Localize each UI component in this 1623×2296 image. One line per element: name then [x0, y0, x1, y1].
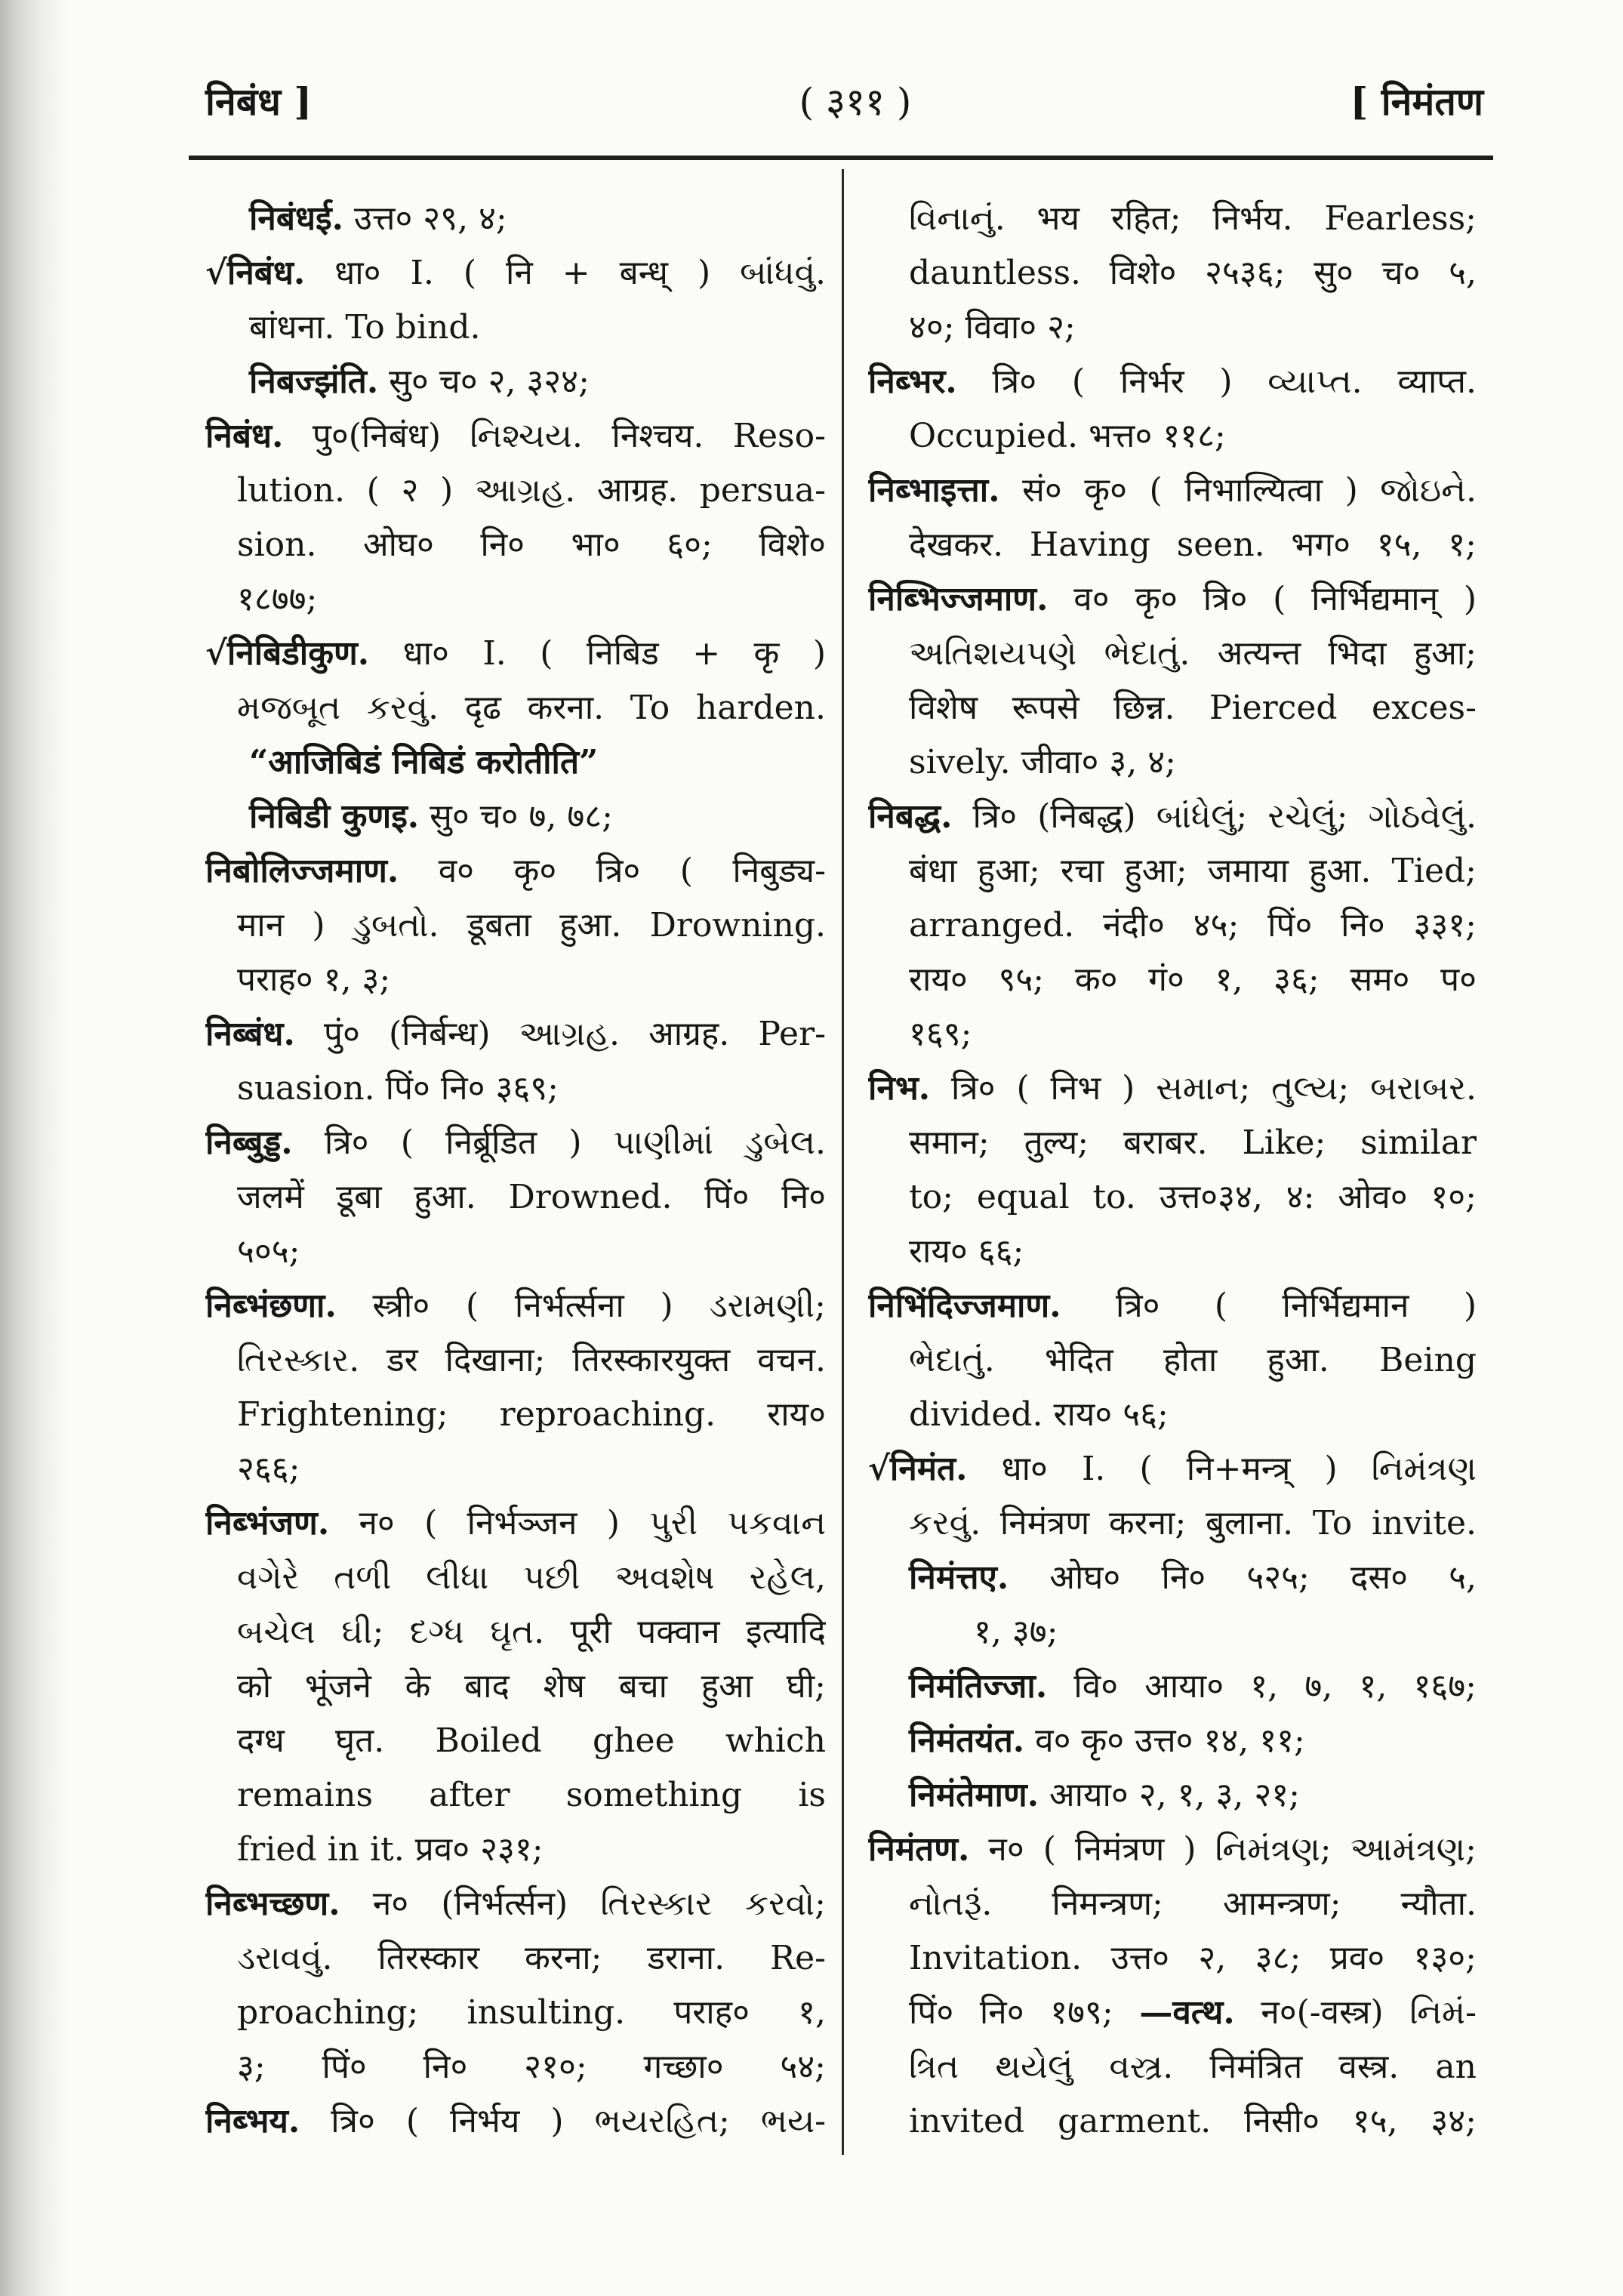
entry-text: विशेष रूपसे छिन्न. Pierced exces-: [909, 689, 1477, 727]
entry-line: [868, 735, 1477, 790]
right-column: [868, 192, 1477, 2149]
entry-line: [868, 2040, 1477, 2094]
entry-text: suasion. पिं० नि० ३६९;: [237, 1069, 559, 1108]
entry-line: [868, 681, 1477, 735]
entry-text: કરવું. निमंत्रण करना; बुलाना. To invite.: [909, 1504, 1477, 1542]
entry-line: [205, 627, 826, 681]
entry-text: વિનાનું. भय रहित; निर्भय. Fearless;: [909, 199, 1477, 238]
entry-text: स्त्री० ( निर्भर्त्सना ) ડરામણી;: [336, 1287, 826, 1325]
entry-line: [868, 1225, 1477, 1279]
entry-line: [868, 790, 1477, 844]
entry-text: न० (निर्भर्त्सन) તિરસ્કાર કરવો;: [340, 1885, 826, 1923]
entry-line: [868, 518, 1477, 572]
entry-line: [868, 1877, 1477, 1931]
entry-text: remains after something is: [237, 1776, 826, 1814]
entry-line: [868, 1768, 1477, 1823]
entry-text: Invitation. उत्त० २, ३८; प्रव० १३०;: [909, 1939, 1477, 1977]
entry-line: [205, 300, 826, 355]
entry-text: को भूंजने के बाद शेष बचा हुआ घी;: [237, 1667, 826, 1706]
headword: निब्बंध.: [205, 1015, 295, 1053]
entry-line: [205, 1116, 826, 1170]
entry-line: [205, 1660, 826, 1714]
entry-line: [205, 844, 826, 898]
headword: √निबिडीकुण.: [205, 634, 370, 673]
entry-line: [205, 1877, 826, 1931]
entry-line: [205, 2094, 826, 2149]
entry-text: १६९;: [909, 1015, 972, 1053]
entry-text: sively. जीवा० ३, ४;: [909, 743, 1176, 781]
entry-line: [205, 1768, 826, 1823]
headword: निब्भर.: [868, 362, 957, 401]
headword: निमंतयंत.: [909, 1721, 1025, 1760]
entry-line: [205, 1496, 826, 1551]
entry-line: [868, 898, 1477, 953]
entry-line: [205, 1551, 826, 1605]
entry-line: [868, 246, 1477, 300]
entry-text: सु० च० २, ३२४;: [378, 362, 590, 401]
entry-text: न०(-वस्त्र) નિમં-: [1234, 1993, 1477, 2032]
entry-line: [205, 1986, 826, 2040]
entry-line: [205, 1062, 826, 1116]
headword: निबज्झंति.: [249, 362, 379, 401]
entry-text: व० कृ० उत्त० १४, ११;: [1024, 1721, 1305, 1760]
entry-line: [205, 1279, 826, 1333]
entry-text: ३; पिं० नि० २१०; गच्छा० ५४;: [237, 2048, 826, 2086]
entry-line: [205, 572, 826, 627]
headword: निब्भच्छण.: [205, 1885, 340, 1923]
entry-text: Occupied. भत्त० ११८;: [909, 417, 1226, 455]
headword: निबद्ध.: [868, 797, 953, 836]
entry-text: મજબૂત કરવું. दृढ करना. To harden.: [237, 689, 826, 727]
entry-text: sion. ओघ० नि० भा० ६०; विशे०: [237, 525, 826, 564]
entry-line: [205, 246, 826, 300]
sub-headword: —वत्थ.: [1139, 1993, 1235, 2032]
entry-line: [868, 1986, 1477, 2040]
entry-text: पु०(निबंध) નિશ્ચય. निश्चय. Reso-: [283, 417, 826, 455]
entry-line: [205, 409, 826, 464]
entry-text: વગેરે તળી લીધા પછી અવશેષ રહેલ,: [237, 1558, 826, 1597]
entry-text: मान ) ડુબતો. डूबता हुआ. Drowning.: [237, 906, 826, 945]
entry-line: [868, 1279, 1477, 1333]
entry-text: बांधना. To bind.: [249, 308, 481, 347]
headword: निबंधई.: [249, 199, 343, 238]
entry-line: [868, 844, 1477, 898]
entry-line: [868, 409, 1477, 464]
entry-text: धा० I. ( नि+मन्त्र् ) નિમંત્રણ: [967, 1450, 1477, 1488]
entry-line: [205, 1823, 826, 1877]
left-column: [205, 192, 826, 2149]
entry-line: [205, 953, 826, 1007]
headword: निब्भंजण.: [205, 1504, 330, 1542]
entry-text: धा० I. ( निबिड + कृ ): [369, 634, 826, 673]
headword: निमंतेमाण.: [909, 1776, 1039, 1814]
entry-text: समान; तुल्य; बराबर. Like; similar: [909, 1123, 1477, 1162]
headword: निबोलिज्जमाण.: [205, 852, 399, 890]
entry-line: [868, 1388, 1477, 1442]
entry-text: न० ( निर्भञ्जन ) પુરી પકવાન: [329, 1504, 826, 1542]
entry-text: त्रि० ( निर्ब्रूडित ) પાણીમાં ડુબેલ.: [292, 1123, 826, 1162]
entry-text: आया० २, १, ३, २१;: [1039, 1776, 1300, 1814]
entry-line: [868, 1442, 1477, 1496]
entry-line: [205, 1931, 826, 1986]
entry-text: Frightening; reproaching. राय०: [237, 1395, 826, 1434]
entry-text: धा० I. ( नि + बन्ध् ) બાંધવું.: [305, 254, 826, 292]
entry-line: [205, 2040, 826, 2094]
entry-line: [205, 735, 826, 790]
entry-text: અતિશયપણે ભેદાતું. अत्यन्त भिदा हुआ;: [909, 634, 1477, 673]
header-rule: [189, 156, 1493, 160]
entry-line: [205, 192, 826, 246]
entry-line: [868, 355, 1477, 409]
entry-line: [868, 1333, 1477, 1388]
entry-text: ५०५;: [237, 1232, 300, 1271]
entry-text: बंधा हुआ; रचा हुआ; जमाया हुआ. Tied;: [909, 852, 1477, 890]
running-head-right: [ निमंतण: [1350, 79, 1483, 124]
entry-line: [868, 1170, 1477, 1225]
entry-text: ओघ० नि० ५२५; दस० ५,: [1009, 1558, 1477, 1597]
entry-text: ડરાવવું. तिरस्कार करना; डराना. Re-: [237, 1939, 826, 1977]
headword: निब्भाइत्ता.: [868, 471, 1000, 510]
entry-line: [868, 572, 1477, 627]
entry-text: fried in it. प्रव० २३१;: [237, 1830, 544, 1869]
headword: निबिडी कुणइ.: [249, 797, 420, 836]
entry-line: [868, 627, 1477, 681]
entry-text: दग्ध घृत. Boiled ghee which: [237, 1721, 826, 1760]
entry-line: [868, 1823, 1477, 1877]
entry-text: arranged. नंदी० ४५; पिं० नि० ३३१;: [909, 906, 1477, 945]
entry-line: [868, 1931, 1477, 1986]
scan-edge-shadow: [0, 0, 68, 2296]
entry-text: त्रि० ( निभ ) સમાન; તુલ્ય; બરાબર.: [930, 1069, 1477, 1108]
entry-text: નોતરૂં. निमन्त्रण; आमन्त्रण; न्यौता.: [909, 1885, 1477, 1923]
entry-text: सं० कृ० ( निभाल्यित्वा ) જોઇને.: [999, 471, 1477, 510]
entry-line: [205, 1388, 826, 1442]
column-divider: [842, 169, 844, 2155]
entry-line: [868, 1714, 1477, 1768]
headword: निभ.: [868, 1069, 931, 1108]
entry-line: [205, 1605, 826, 1660]
entry-line: [868, 464, 1477, 518]
entry-text: सु० च० ७, ७८;: [419, 797, 613, 836]
entry-line: [205, 681, 826, 735]
entry-text: lution. ( २ ) આગ્રહ. आग्रह. persua-: [237, 471, 826, 510]
headword: √निमंत.: [868, 1450, 968, 1488]
entry-line: [868, 300, 1477, 355]
entry-line: [205, 790, 826, 844]
entry-line: [205, 1225, 826, 1279]
entry-text: divided. राय० ५६;: [909, 1395, 1169, 1434]
entry-text: invited garment. निसी० १५, ३४;: [909, 2102, 1477, 2140]
entry-line: [205, 464, 826, 518]
headword: निबंध.: [205, 417, 284, 455]
entry-text: proaching; insulting. पराह० १,: [237, 1993, 826, 2032]
entry-text: व० कृ० त्रि० ( निर्भिद्यमान् ): [1048, 580, 1477, 618]
headword: निमंतण.: [868, 1830, 970, 1869]
headword: निब्भिज्जमाण.: [868, 580, 1049, 618]
entry-text: त्रि० ( निर्भर ) વ્યાપ્ત. व्याप्त.: [956, 362, 1477, 401]
headword: निमंतिज्जा.: [909, 1667, 1048, 1706]
headword: √निबंध.: [205, 254, 306, 292]
entry-text: ४०; विवा० २;: [909, 308, 1076, 347]
headword: निब्भय.: [205, 2102, 300, 2140]
entry-text: व० कृ० त्रि० ( निबुड्य-: [399, 852, 826, 890]
headword: निमंत्तए.: [909, 1558, 1009, 1597]
entry-text: राय० ६६;: [909, 1232, 1024, 1271]
entry-text: १८७७;: [237, 580, 318, 618]
entry-text: ત્રિત થયેલું વસ્ત્ર. निमंत्रित वस्त्र. an: [909, 2048, 1477, 2086]
entry-line: [205, 1007, 826, 1062]
entry-line: [205, 1170, 826, 1225]
entry-text: वि० आया० १, ७, १, १६७;: [1047, 1667, 1477, 1706]
entry-text: to; equal to. उत्त०३४, ४: ओव० १०;: [909, 1178, 1477, 1216]
entry-text: उत्त० २९, ४;: [343, 199, 507, 238]
entry-line: [205, 1442, 826, 1496]
entry-text: जलमें डूबा हुआ. Drowned. पिं० नि०: [237, 1178, 826, 1216]
entry-line: [205, 355, 826, 409]
entry-line: [868, 1007, 1477, 1062]
entry-text: त्रि० ( निर्भय ) ભયરહિત; ભય-: [300, 2102, 826, 2140]
entry-text: १, ३७;: [974, 1613, 1058, 1651]
entry-line: [868, 1605, 1477, 1660]
entry-line: [868, 1116, 1477, 1170]
headword: निब्भंछणा.: [205, 1287, 337, 1325]
entry-line: [868, 953, 1477, 1007]
entry-text: पिं० नि० १७९;: [909, 1993, 1140, 2032]
entry-line: [205, 1714, 826, 1768]
page-number: ( ३११ ): [799, 80, 912, 124]
entry-line: [868, 192, 1477, 246]
headword: निभिंदिज्जमाण.: [868, 1287, 1061, 1325]
entry-line: [868, 1551, 1477, 1605]
entry-text: त्रि० ( निर्भिद्यमान ): [1061, 1287, 1477, 1325]
entry-line: [205, 1333, 826, 1388]
entry-text: पराह० १, ३;: [237, 960, 391, 999]
entry-text: न० ( निमंत्रण ) નિમંત્રણ; આમંત્રણ;: [969, 1830, 1477, 1869]
entry-line: [868, 1660, 1477, 1714]
entry-text: બચેલ ઘી; દગ્ધ ઘૃત. पूरी पक्वान इत्यादि: [237, 1613, 826, 1651]
entry-line: [868, 1062, 1477, 1116]
running-head-left: निबंध ]: [205, 79, 313, 124]
quotation: “आजिबिडं निबिडं करोतीति”: [249, 743, 599, 781]
entry-text: पुं० (निर्बन्ध) આગ્રહ. आग्रह. Per-: [294, 1015, 826, 1053]
entry-text: તિરસ્કાર. डर दिखाना; तिरस्कारयुक्त वचन.: [237, 1341, 826, 1379]
entry-text: २६६;: [237, 1450, 300, 1488]
entry-line: [868, 2094, 1477, 2149]
entry-line: [868, 1496, 1477, 1551]
entry-line: [205, 518, 826, 572]
entry-text: त्रि० (निबद्ध) બાંધેલું; રચેલું; ગોઠવેલું.: [952, 797, 1477, 836]
entry-text: dauntless. विशे० २५३६; सु० च० ५,: [909, 254, 1477, 292]
entry-text: राय० ९५; क० गं० १, ३६; सम० प०: [909, 960, 1477, 999]
entry-text: देखकर. Having seen. भग० १५, १;: [909, 525, 1477, 564]
entry-line: [205, 898, 826, 953]
entry-text: ભેદાતું. भेदित होता हुआ. Being: [909, 1341, 1477, 1379]
headword: निब्बुड्ड.: [205, 1123, 293, 1162]
